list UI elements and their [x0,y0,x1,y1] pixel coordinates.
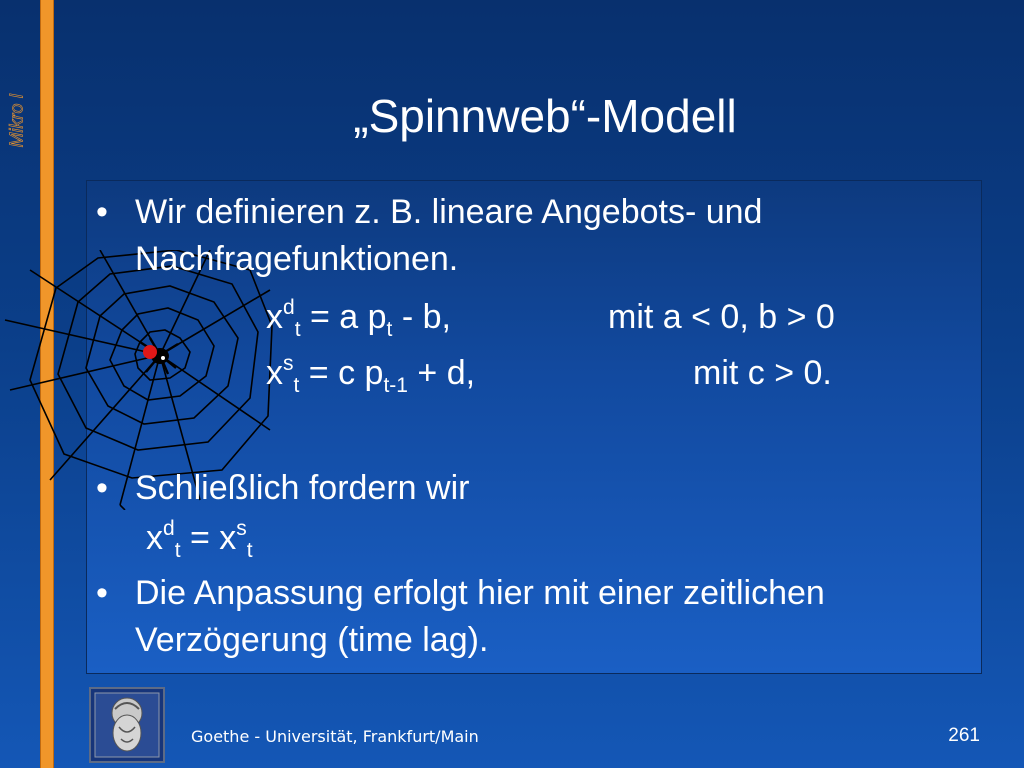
demand-condition: mit a < 0, b > 0 [608,298,835,336]
supply-equation: $x^s_t = c$ $p_{t-1} + d$, [266,352,476,397]
equilibrium-equation: $x^d_t = x^s_t$ [146,517,253,562]
bullet-2-line-1: Schließlich fordern wir [135,469,470,507]
side-label: Mikro I [6,93,27,147]
bullet-marker: • [96,574,108,612]
bullet-3-line-2: Verzögerung (time lag). [135,621,489,659]
demand-equation: $x^d_t = a$ $p_t$ - b, [266,296,451,341]
bullet-3-line-1: Die Anpassung erfolgt hier mit einer zeitlichen [135,574,825,612]
page-number: 261 [948,725,980,746]
slide-title: „Spinnweb“-Modell [353,90,737,142]
footer-institution: Goethe - Universität, Frankfurt/Main [191,727,479,746]
goethe-university-logo [89,687,165,763]
bullet-1-line-2: Nachfragefunktionen. [135,240,459,278]
supply-condition: mit c > 0. [693,354,832,392]
bullet-marker: • [96,469,108,507]
bullet-marker: • [96,193,108,231]
bullet-1-line-1: Wir definieren z. B. lineare Angebots- und [135,193,763,231]
